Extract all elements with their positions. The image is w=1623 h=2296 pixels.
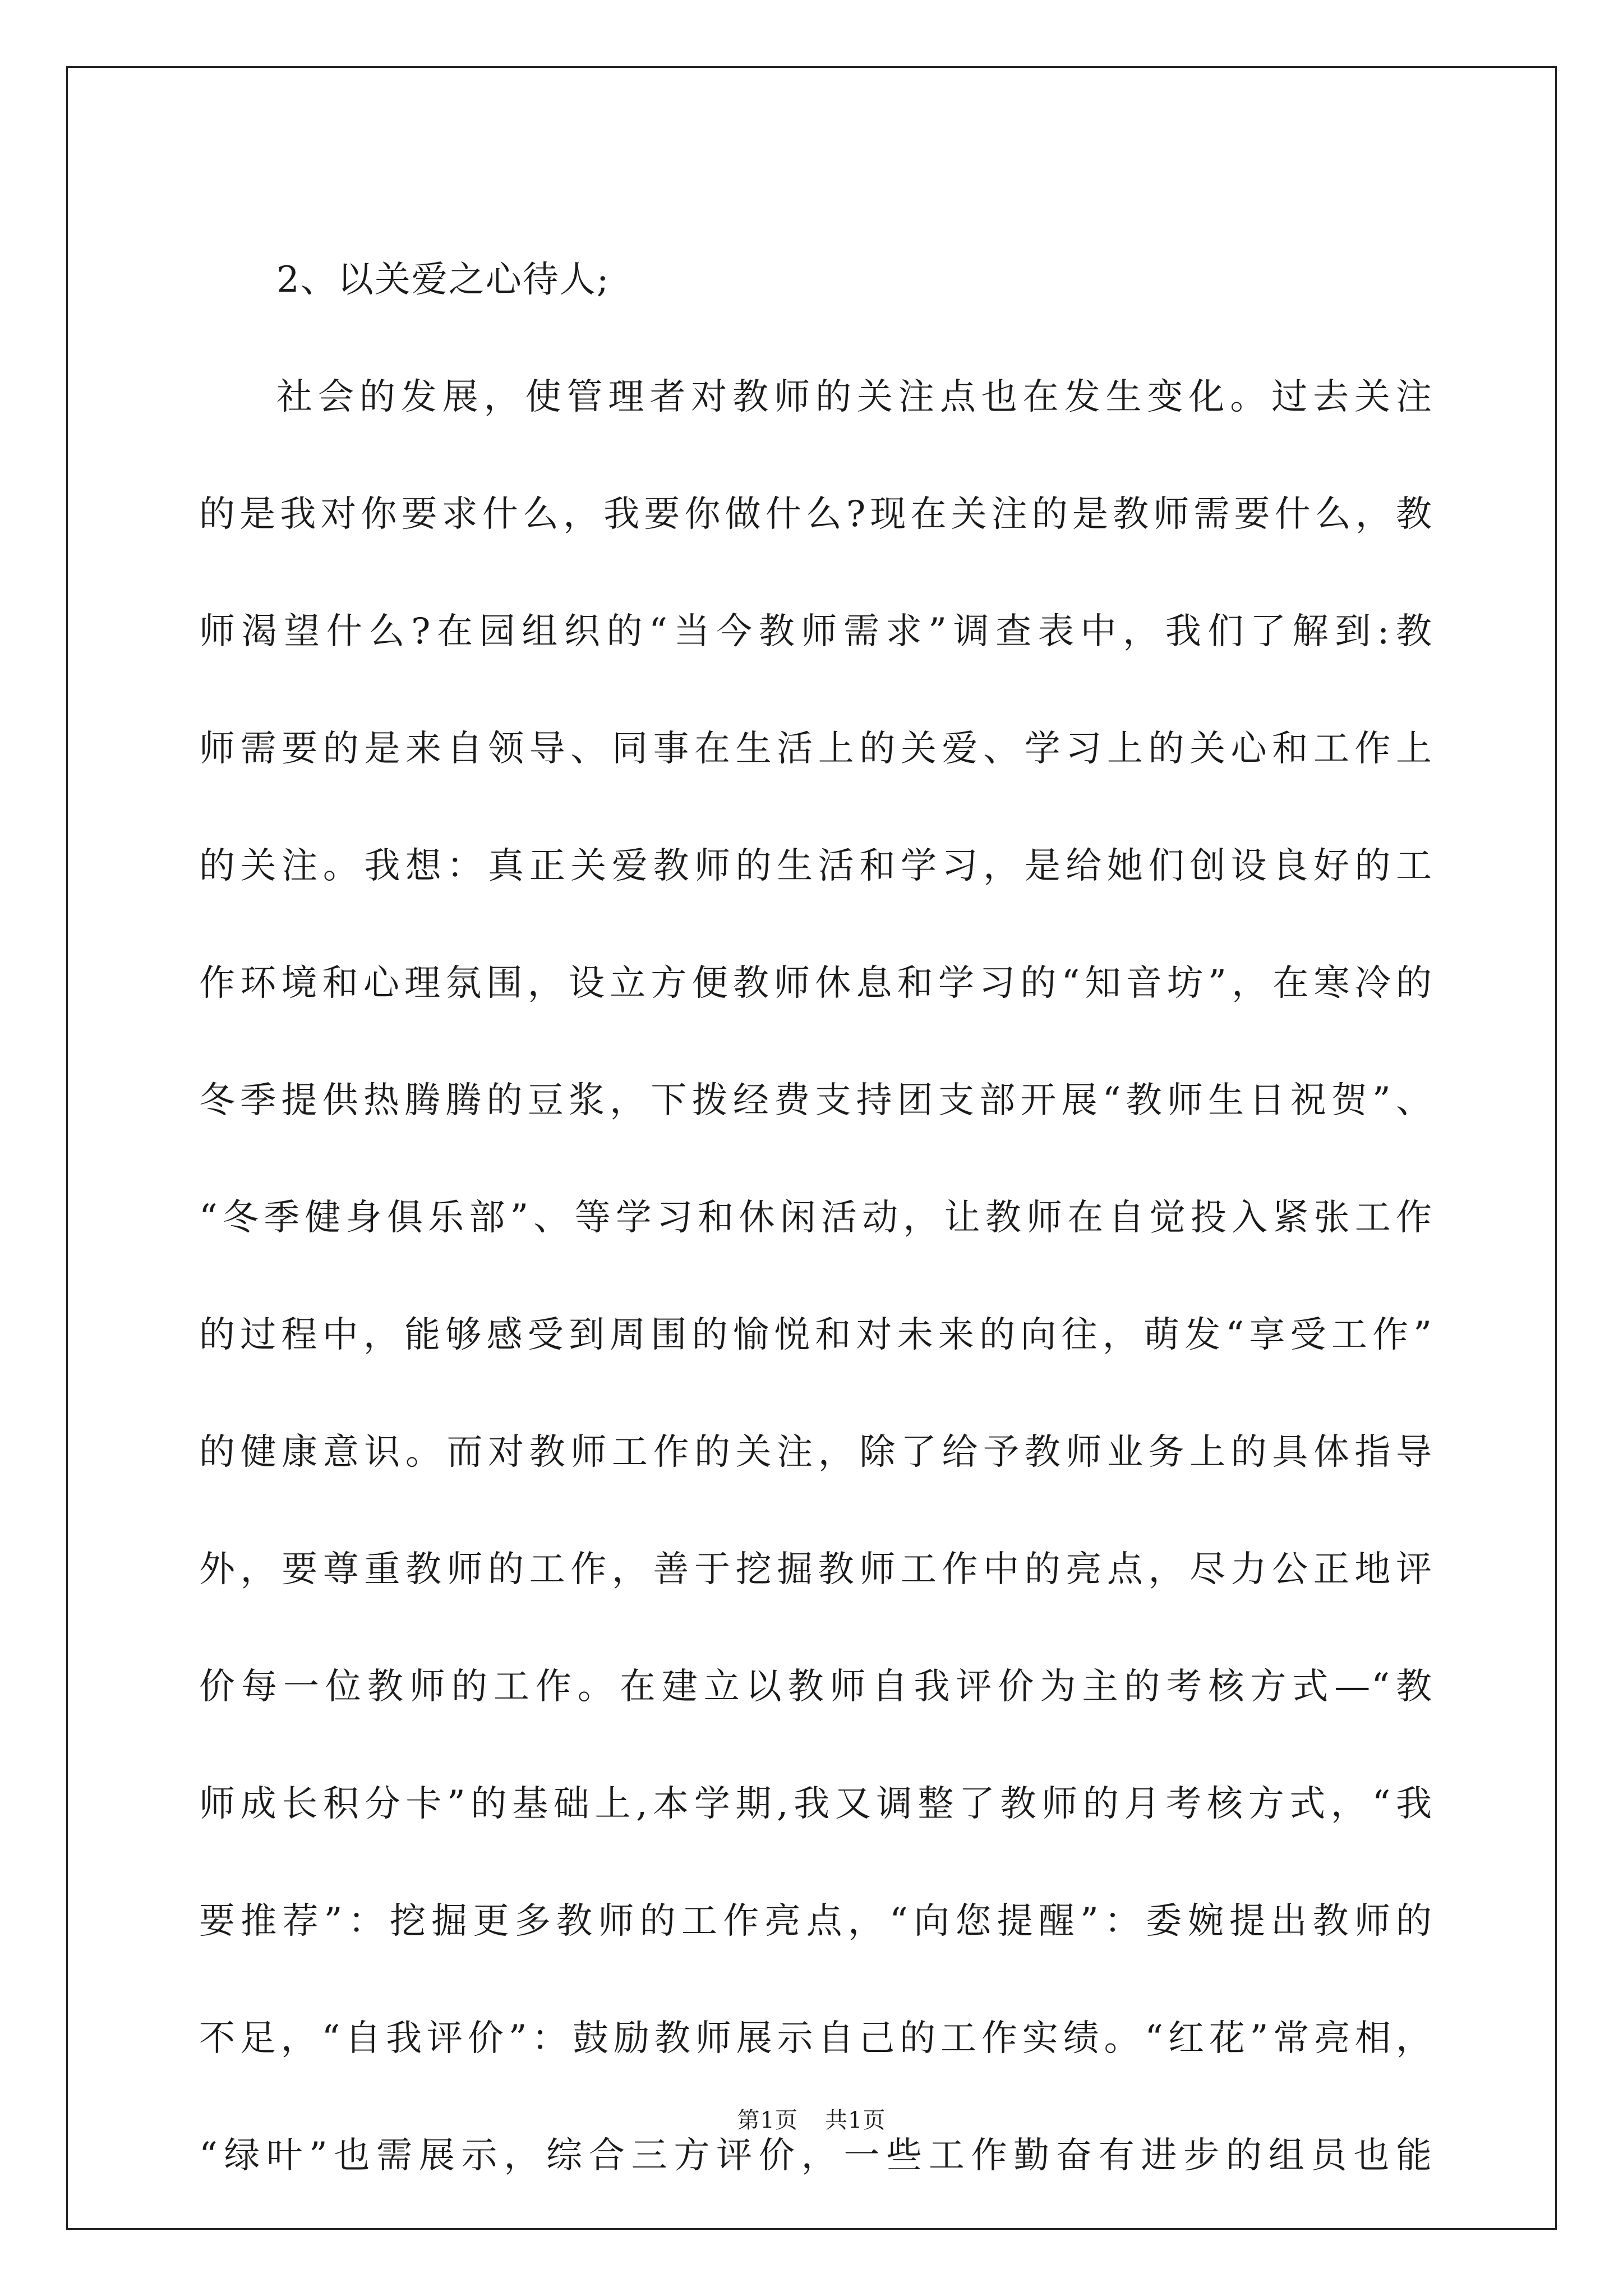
paragraph-line-4: 师需要的是来自领导、同事在生活上的关爱、学习上的关心和工作上 [199,728,1433,770]
paragraph-line-8: “冬季健身俱乐部”、等学习和休闲活动，让教师在自觉投入紧张工作 [199,1197,1433,1239]
paragraph-line-7: 冬季提供热腾腾的豆浆，下拨经费支持团支部开展“教师生日祝贺”、 [199,1080,1433,1121]
paragraph-line-10: 的健康意识。而对教师工作的关注，除了给予教师业务上的具体指导 [199,1432,1433,1473]
paragraph-line-16: “绿叶”也需展示，综合三方评价，一些工作勤奋有进步的组员也能 [199,2135,1433,2177]
paragraph-line-6: 作环境和心理氛围，设立方便教师休息和学习的“知音坊”，在寒冷的 [199,963,1433,1004]
paragraph-line-5: 的关注。我想：真正关爱教师的生活和学习，是给她们创设良好的工 [199,845,1433,887]
section-heading: 2、以关爱之心待人; [276,259,610,301]
paragraph-line-3: 师渴望什么?在园组织的“当今教师需求”调查表中，我们了解到:教 [199,611,1433,652]
document-body [199,222,1433,2215]
page-number-current: 第1页 [737,2108,798,2133]
paragraph-line-13: 师成长积分卡”的基础上,本学期,我又调整了教师的月考核方式，“我 [199,1783,1433,1825]
page-number-total: 共1页 [825,2108,886,2133]
paragraph-line-14: 要推荐”：挖掘更多教师的工作亮点，“向您提醒”：委婉提出教师的 [199,1901,1433,1942]
paragraph-line-12: 价每一位教师的工作。在建立以教师自我评价为主的考核方式—“教 [199,1666,1433,1708]
page-footer [0,2102,1623,2134]
paragraph-line-1: 社会的发展，使管理者对教师的关注点也在发生变化。过去关注 [276,376,1433,418]
paragraph-line-2: 的是我对你要求什么，我要你做什么?现在关注的是教师需要什么，教 [199,494,1433,535]
paragraph-line-9: 的过程中，能够感受到周围的愉悦和对未来的向往，萌发“享受工作” [199,1314,1433,1356]
paragraph-line-15: 不足，“自我评价”：鼓励教师展示自己的工作实绩。“红花”常亮相， [199,2018,1433,2059]
paragraph-line-11: 外，要尊重教师的工作，善于挖掘教师工作中的亮点，尽力公正地评 [199,1549,1433,1590]
